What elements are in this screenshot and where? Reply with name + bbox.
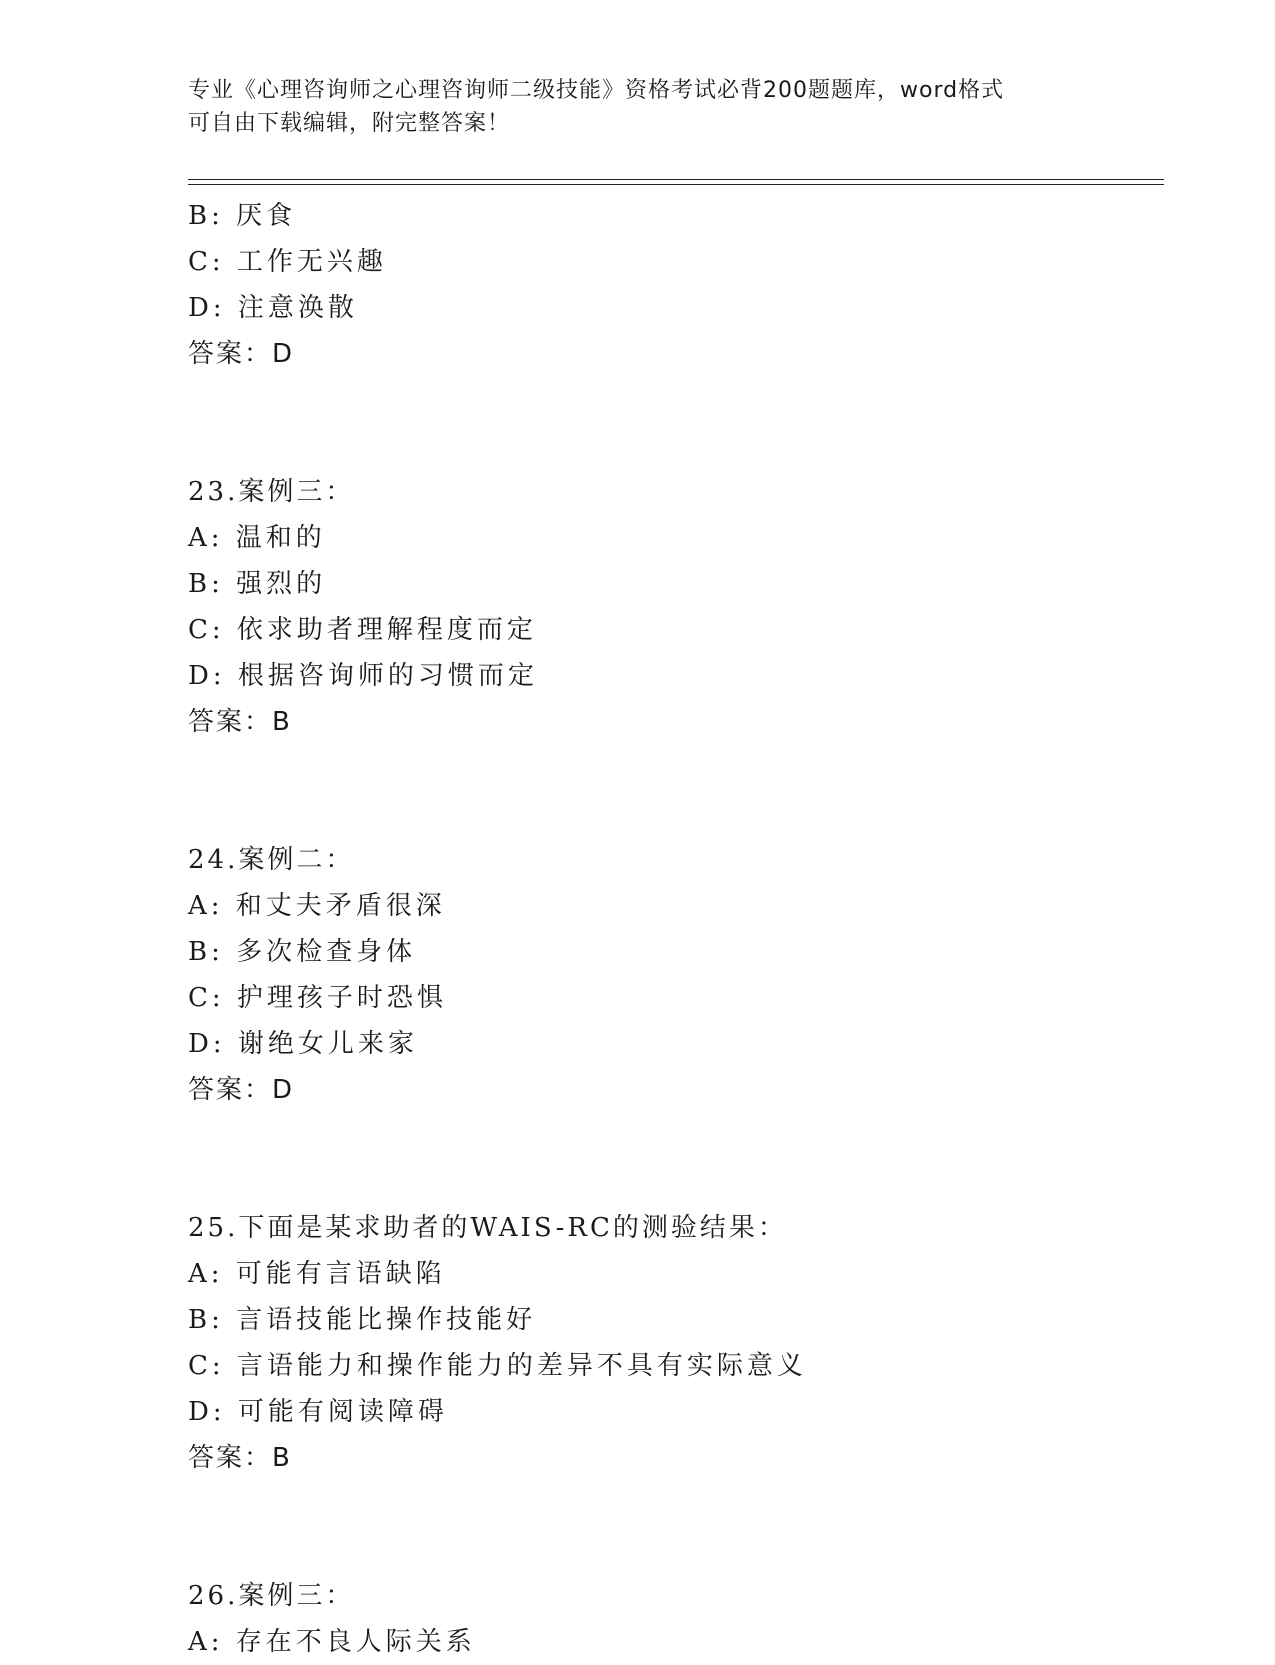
- question-25: [188, 1205, 1188, 1481]
- question-title: 26.案例三：: [188, 1581, 355, 1611]
- option-d: D: 注意涣散: [188, 293, 358, 323]
- document-header: [188, 74, 1088, 140]
- answer: 答案：B: [188, 1443, 292, 1473]
- header-line-2: 可自由下载编辑，附完整答案！: [188, 111, 511, 136]
- answer: 答案：D: [188, 339, 295, 369]
- option-b: B: 厌食: [188, 201, 297, 231]
- option-b: B: 多次检查身体: [188, 937, 417, 967]
- option-b: B: 言语技能比操作技能好: [188, 1305, 537, 1335]
- header-line-1: 专业《心理咨询师之心理咨询师二级技能》资格考试必背200题题库，word格式: [188, 78, 1005, 103]
- option-a: A: 温和的: [188, 523, 326, 553]
- question-23: [188, 469, 1188, 745]
- header-rule-bottom: [188, 184, 1164, 185]
- option-b: B: 强烈的: [188, 569, 327, 599]
- option-c: C: 言语能力和操作能力的差异不具有实际意义: [188, 1351, 807, 1381]
- option-d: D: 根据咨询师的习惯而定: [188, 661, 538, 691]
- question-24: [188, 837, 1188, 1113]
- question-title: 23.案例三：: [188, 477, 355, 507]
- answer: 答案：B: [188, 707, 292, 737]
- option-d: D: 谢绝女儿来家: [188, 1029, 418, 1059]
- option-a: A: 可能有言语缺陷: [188, 1259, 446, 1289]
- option-d: D: 可能有阅读障碍: [188, 1397, 448, 1427]
- question-26: [188, 1573, 1188, 1665]
- answer: 答案：D: [188, 1075, 295, 1105]
- option-c: C: 护理孩子时恐惧: [188, 983, 447, 1013]
- question-22: [188, 193, 1188, 377]
- header-rule-top: [188, 179, 1164, 180]
- question-title: 24.案例二：: [188, 845, 355, 875]
- option-c: C: 工作无兴趣: [188, 247, 387, 277]
- option-a: A: 和丈夫矛盾很深: [188, 891, 446, 921]
- question-list: [188, 193, 1188, 1665]
- option-a: A: 存在不良人际关系: [188, 1627, 476, 1657]
- question-title: 25.下面是某求助者的WAIS-RC的测验结果：: [188, 1213, 787, 1243]
- option-c: C: 依求助者理解程度而定: [188, 615, 537, 645]
